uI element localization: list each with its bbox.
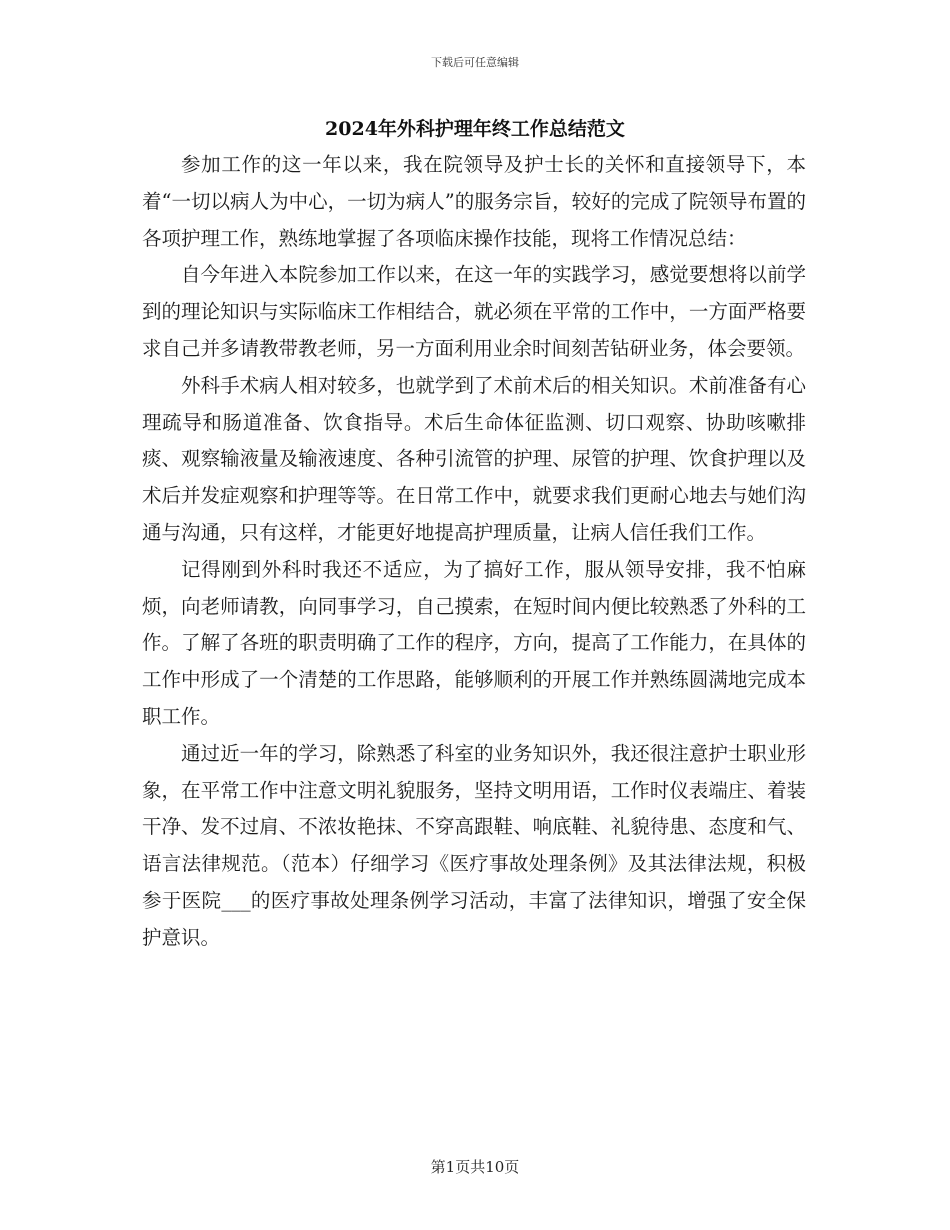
page-header-note: 下载后可任意编辑 [431,56,519,69]
paragraph-adaptation: 记得刚到外科时我还不适应，为了搞好工作，服从领导安排，我不怕麻烦，向老师请教，向同事学习，自己摸索，在短时间内便比较熟悉了外科的工作。了解了各班的职责明确了工作的程序，方向，提高了工作能力，在具体的工作中形成了一个清楚的工作思路，能够顺利的开展工作并熟练圆满地完成本职工作。 [142,557,806,728]
paragraph-professional-image: 通过近一年的学习，除熟悉了科室的业务知识外，我还很注意护士职业形象，在平常工作中注意文明礼貌服务，坚持文明用语，工作时仪表端庄、着装干净、发不过肩、不浓妆艳抹、不穿高跟鞋、响底鞋、礼貌待患、态度和气、语言法律规范。（范本）仔细学习《医疗事故处理条例》及其法律法规，积极参于医院___的医疗事故处理条例学习活动，丰富了法律知识，增强了安全保护意识。 [142,741,806,949]
paragraph-intro: 参加工作的这一年以来，我在院领导及护士长的关怀和直接领导下，本着“一切以病人为中心，一切为病人”的服务宗旨，较好的完成了院领导布置的各项护理工作，熟练地掌握了各项临床操作技能，现将工作情况总结： [142,153,806,250]
paragraph-learning: 自今年进入本院参加工作以来，在这一年的实践学习，感觉要想将以前学到的理论知识与实际临床工作相结合，就必须在平常的工作中，一方面严格要求自己并多请教带教老师，另一方面利用业余时间刻苦钻研业务，体会要领。 [142,263,806,360]
document-body [142,147,806,957]
paragraph-surgery-care: 外科手术病人相对较多，也就学到了术前术后的相关知识。术前准备有心理疏导和肠道准备、饮食指导。术后生命体征监测、切口观察、协助咳嗽排痰、观察输液量及输液速度、各种引流管的护理、尿管的护理、饮食护理以及术后并发症观察和护理等等。在日常工作中，就要求我们更耐心地去与她们沟通与沟通，只有这样，才能更好地提高护理质量，让病人信任我们工作。 [142,373,806,544]
document-title: 2024年外科护理年终工作总结范文 [325,118,625,140]
page-number: 第1页共10页 [430,1158,520,1176]
